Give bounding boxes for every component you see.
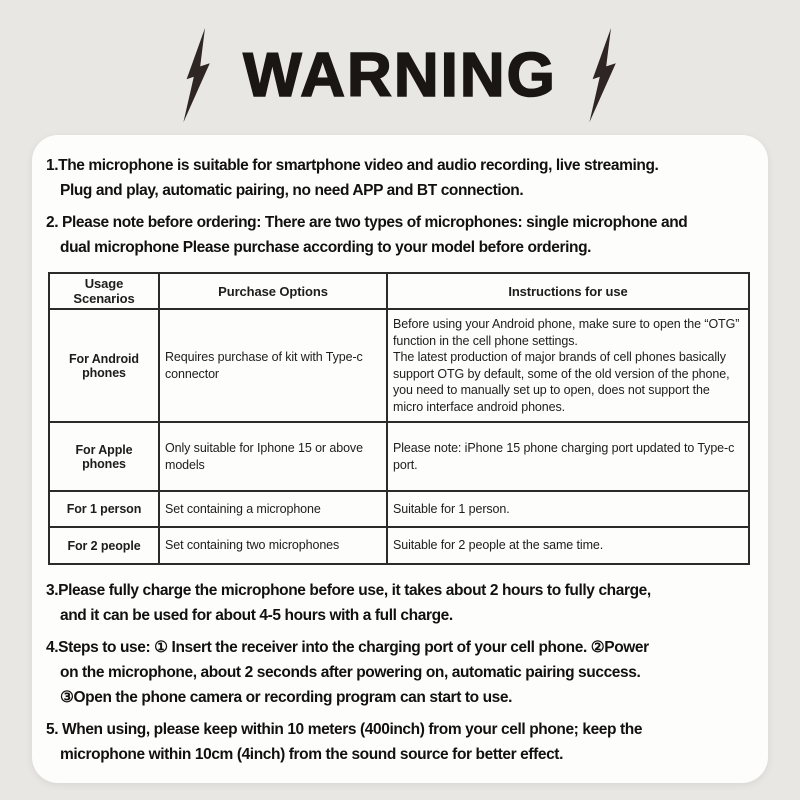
instruction-text: and it can be used for about 4-5 hours with a full charge. [60,607,453,624]
instruction-text: 4.Steps to use: ① Insert the receiver into the charging port of your cell phone. ②Power [46,639,649,656]
instructions-card [32,135,768,783]
option-cell: Set containing a microphone [159,491,387,527]
lightning-bolt-icon-right [587,28,619,124]
instructions-paragraph: Before using your Android phone, make sure to open the “OTG” function in the cell phone settings. [393,317,740,348]
column-header-purchase-options: Purchase Options [159,273,387,309]
instruction-text: 3.Please fully charge the microphone before use, it takes about 2 hours to fully charge, [46,582,651,599]
column-header-usage-scenarios: Usage Scenarios [49,273,159,309]
instructions-cell [387,527,749,564]
instruction-text: on the microphone, about 2 seconds after powering on, automatic pairing success. [60,664,641,681]
instruction-text: Plug and play, automatic pairing, no need APP and BT connection. [60,182,524,199]
column-header-instructions: Instructions for use [387,273,749,309]
instruction-text: microphone within 10cm (4inch) from the sound source for better effect. [60,746,563,763]
lightning-bolt-icon-left [181,28,213,124]
instruction-item-2 [46,210,752,260]
option-cell: Set containing two microphones [159,527,387,564]
scenario-cell: For Android phones [49,309,159,422]
option-cell [159,422,387,491]
table-row-2-people [49,527,749,564]
instruction-text: dual microphone Please purchase according to your model before ordering. [60,239,592,256]
instruction-text: 1.The microphone is suitable for smartphone video and audio recording, live streaming. [46,157,659,174]
table-header-row [49,273,749,309]
instruction-item-1 [46,153,752,203]
option-cell: Requires purchase of kit with Type-c connector [159,309,387,422]
instructions-cell [387,491,749,527]
header [0,0,800,130]
scenario-cell: For Apple phones [49,422,159,491]
scenario-cell: For 2 people [49,527,159,564]
instruction-text: 5. When using, please keep within 10 meters (400inch) from your cell phone; keep the [46,721,643,738]
instruction-text: ③Open the phone camera or recording program can start to use. [60,689,513,706]
scenario-cell: For 1 person [49,491,159,527]
instruction-item-4 [46,635,752,710]
page-title: WARNING [243,41,557,110]
table-row-1-person [49,491,749,527]
usage-table [48,272,750,565]
instructions-paragraph: Suitable for 1 person. [393,501,510,516]
instructions-paragraph: The latest production of major brands of cell phones basically support OTG by default, some of the old version of the phone, you need to manually set up to open, does not support the micro interface android phones. [393,350,730,414]
instruction-item-3 [46,578,752,628]
instruction-text: 2. Please note before ordering: There are two types of microphones: single microphone and [46,214,688,231]
table-row-apple [49,422,749,491]
instructions-paragraph: Please note: iPhone 15 phone charging port updated to Type-c port. [393,441,735,472]
option-text: Only suitable for Iphone 15 or above models [165,441,363,472]
instructions-cell [387,309,749,422]
table-row-android [49,309,749,422]
instructions-paragraph: Suitable for 2 people at the same time. [393,538,604,553]
instructions-cell [387,422,749,491]
instruction-item-5 [46,717,752,767]
